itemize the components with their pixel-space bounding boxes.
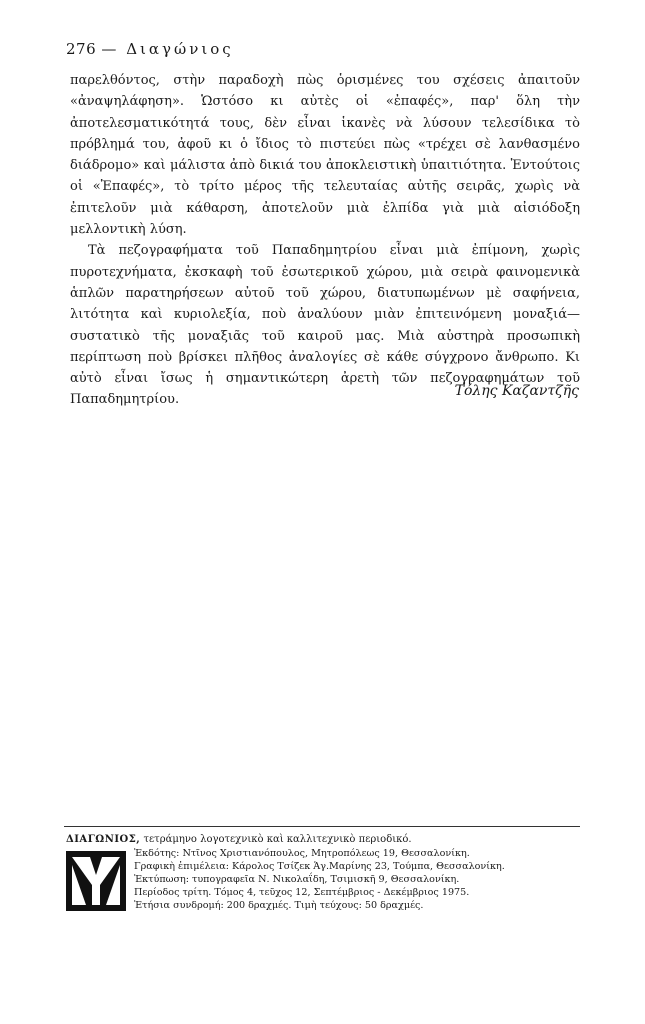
header-separator: —	[101, 40, 117, 58]
running-header	[66, 40, 234, 58]
colophon-divider	[64, 826, 580, 827]
magazine-description: τετράμηνο λογοτεχνικὸ καὶ καλλιτεχνικὸ περιοδικό.	[143, 834, 412, 845]
magazine-name: ΔΙΑΓΩΝΙΟΣ,	[66, 834, 141, 845]
article-body	[70, 70, 580, 411]
colophon-line-issue: Περίοδος τρίτη. Τόμος 4, τεῦχος 12, Σεπτέμβριος - Δεκέμβριος 1975.	[134, 887, 470, 898]
paragraph-continued: παρελθόντος, στὴν παραδοχὴ πὼς ὁρισμένες του σχέσεις ἀπαιτοῦν «ἀναψηλάφηση». Ὡστόσο κι αὐτὲς οἱ «ἐπαφές», παρ' ὅλη τὴν ἀποτελεσματικότητά τους, δὲν εἶναι ἱκανὲς νὰ λύσουν τελεσίδικα τὸ πρόβλημά του, ἀφοῦ κι ὁ ἴδιος τὸ πιστεύει πὼς «τρέχει σὲ λανθασμένο διάδρομο» καὶ μάλιστα ἀπὸ δικιά του ἀποκλειστικὴ ὑπαιτιότητα. Ἐντούτοις οἱ «Ἐπαφές», τὸ τρίτο μέρος τῆς τελευταίας αὐτῆς σειρᾶς, χωρὶς νὰ ἐπιτελοῦν μιὰ κάθαρση, ἀποτελοῦν μιὰ ἐλπίδα γιὰ μιὰ αἰσιόδοξη μελλοντικὴ λύση.	[70, 73, 580, 238]
colophon-line-design: Γραφικὴ ἐπιμέλεια: Κάρολος Τσίζεκ Ἁγ.Μαρίνης 23, Τούμπα, Θεσσαλονίκη.	[134, 861, 505, 872]
colophon	[66, 833, 586, 911]
journal-title: Διαγώνιος	[126, 40, 234, 58]
colophon-line-publisher: Ἐκδότης: Ντῖνος Χριστιανόπουλος, Μητροπόλεως 19, Θεσσαλονίκη.	[134, 848, 470, 859]
author-signature: Τόλης Καζαντζῆς	[454, 383, 579, 399]
colophon-heading	[66, 833, 586, 847]
colophon-line-printing: Ἐκτύπωση: τυπογραφεῖα Ν. Νικολαΐδη, Τσιμισκῆ 9, Θεσσαλονίκη.	[134, 874, 460, 885]
colophon-info	[134, 847, 594, 912]
paragraph: Τὰ πεζογραφήματα τοῦ Παπαδημητρίου εἶναι μιὰ ἐπίμονη, χωρὶς πυροτεχνήματα, ἐκσκαφὴ τοῦ ἐσωτερικοῦ χώρου, μιὰ σειρὰ φαινομενικὰ ἁπλῶν παρατηρήσεων αὐτοῦ τοῦ χώρου, διατυπωμένων μὲ σαφήνεια, λιτότητα καὶ κυριολεξία, ποὺ ἀναλύουν μιὰν ἐπιτεινόμενη μοναξιά—συστατικὸ τῆς μοναξιᾶς τοῦ καιροῦ μας. Μιὰ αὐστηρὰ προσωπικὴ περίπτωση ποὺ βρίσκει πλῆθος ἀναλογίες σὲ κάθε σύγχρονο ἄνθρωπο. Κι αὐτὸ εἶναι ἴσως ἡ σημαντικώτερη ἀρετὴ τῶν πεζογραφημάτων τοῦ Παπαδημητρίου.	[70, 243, 580, 408]
page-number: 276	[66, 40, 97, 58]
colophon-line-subscription: Ἐτήσια συνδρομή: 200 δραχμές. Τιμὴ τεύχους: 50 δραχμές.	[134, 900, 424, 911]
diagonios-logo-icon	[66, 851, 126, 911]
